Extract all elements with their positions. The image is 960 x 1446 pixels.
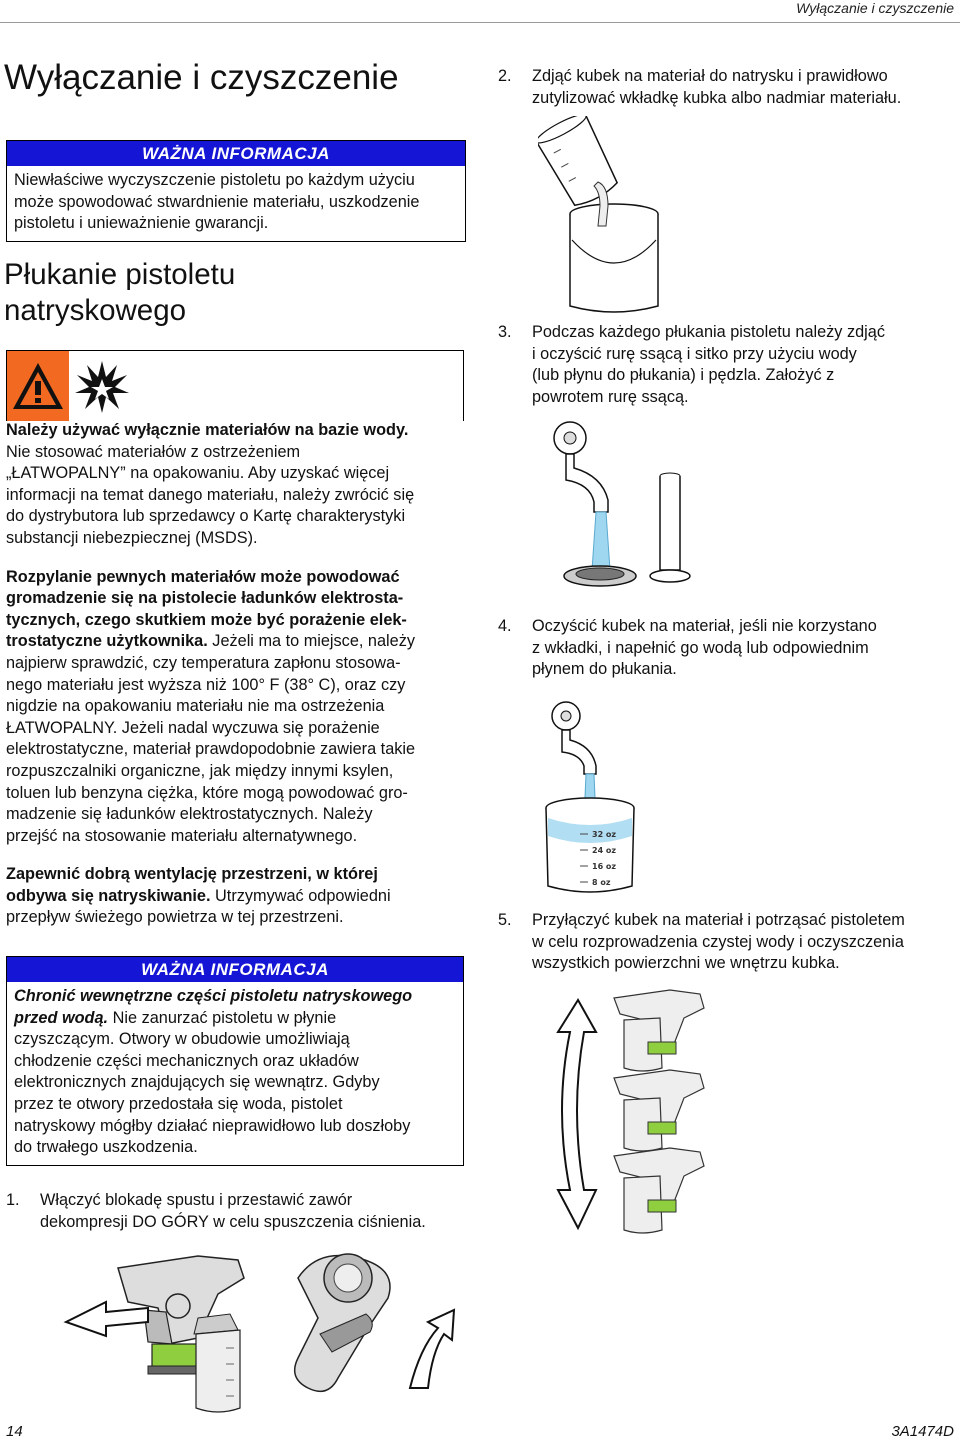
warning-line: przejść na stosowanie materiału alternatywnego. — [6, 826, 358, 845]
warning-bold: Rozpylanie pewnych materiałów może powodować — [6, 567, 400, 586]
warning-line: ŁATWOPALNY. Jeżeli nadal wyczuwa się porażenie — [6, 718, 380, 737]
cup-mark: 16 oz — [592, 862, 617, 871]
notice-bold: Chronić wewnętrzne części pistoletu natryskowego — [14, 987, 413, 1005]
warning-line: przepływ świeżego powietrza w tej przestrzeni. — [6, 908, 344, 927]
step-line: Włączyć blokadę spustu i przestawić zawór — [40, 1191, 353, 1209]
step-text — [532, 66, 901, 109]
step-line: z wkładki, i napełnić go wodą lub odpowiednim — [532, 638, 869, 657]
notice-line: Niewłaściwe wyczyszczenie pistoletu po każdym użyciu — [14, 171, 415, 189]
step-number: 4. — [498, 617, 512, 635]
warning-line: toluen lub benzyna ciężka, które mogą powodować gro- — [6, 783, 408, 802]
step-text — [532, 910, 905, 975]
spray-gun-valve-illustration — [48, 1248, 468, 1420]
cup-mark: 24 oz — [592, 846, 617, 855]
step-5 — [498, 910, 960, 976]
step-line: (lub płynu do płukania) i pędzla. Założyć z — [532, 366, 835, 385]
step-text — [532, 322, 885, 408]
warning-line: madzenie się ładunków elektrostatycznych. Należy — [6, 805, 373, 824]
notice-heading: WAŻNA INFORMACJA — [7, 141, 465, 166]
warning-bold: odbywa się natryskiwanie. — [6, 886, 211, 905]
notice-line: pistoletu i unieważnienie gwarancji. — [14, 214, 269, 233]
warning-line: substancji niebezpiecznej (MSDS). — [6, 528, 258, 547]
step-line: Oczyścić kubek na materiał, jeśli nie korzystano — [532, 617, 877, 635]
warning-box — [6, 350, 464, 421]
shake-gun-illustration — [550, 980, 720, 1246]
warning-line: Nie stosować materiałów z ostrzeżeniem — [6, 442, 301, 461]
notice-bold: przed wodą. — [14, 1008, 109, 1027]
warning-bold: Należy używać wyłącznie materiałów na bazie wody. — [6, 421, 409, 439]
step-line: zutylizować wkładkę kubka albo nadmiar materiału. — [532, 88, 902, 107]
notice-body — [7, 166, 465, 241]
page-title: Wyłączanie i czyszczenie — [4, 58, 399, 97]
warning-line: rozpuszczalniki organiczne, jak między innymi ksylen, — [6, 761, 394, 780]
notice-line: może spowodować stwardnienie materiału, uszkodzenie — [14, 192, 420, 211]
running-header: Wyłączanie i czyszczenie — [796, 0, 954, 16]
explosion-hazard-icon — [73, 357, 131, 415]
step-line: w celu rozprowadzenia czystej wody i oczyszczenia — [532, 932, 904, 951]
warning-bold: gromadzenie się na pistolecie ładunków elektrosta- — [6, 589, 404, 608]
step-2 — [498, 66, 960, 110]
rinse-filter-illustration — [530, 420, 710, 600]
step-line: wszystkich powierzchni we wnętrzu kubka. — [532, 954, 840, 973]
section-title-line: Płukanie pistoletu — [4, 258, 236, 291]
warning-line: nigdzie na opakowaniu materiału nie ma ostrzeżenia — [6, 697, 385, 716]
warning-line: elektrostatyczne, materiał prawdopodobnie zawiera takie — [6, 740, 416, 759]
warning-line: „ŁATWOPALNY” na opakowaniu. Aby uzyskać więcej — [6, 464, 390, 483]
notice-line: przez te otwory przedostała się woda, pistolet — [14, 1094, 343, 1113]
step-line: Zdjąć kubek na materiał do natrysku i prawidłowo — [532, 67, 888, 85]
cup-mark: 8 oz — [592, 878, 611, 887]
step-text — [532, 616, 877, 681]
warning-bold: tycznych, czego skutkiem może być porażenie elek- — [6, 610, 407, 629]
warning-line — [6, 631, 458, 653]
step-3 — [498, 322, 960, 410]
step-1 — [6, 1190, 466, 1234]
warning-line-rest: Utrzymywać odpowiedni — [215, 886, 391, 905]
step-line: powrotem rurę ssącą. — [532, 387, 689, 406]
warning-bold: trostatyczne użytkownika. — [6, 632, 208, 651]
warning-line-rest: Jeżeli ma to miejsce, należy — [212, 632, 415, 651]
step-number: 2. — [498, 67, 512, 85]
notice-heading: WAŻNA INFORMACJA — [7, 957, 463, 982]
notice-line: chłodzenie części mechanicznych oraz układów — [14, 1051, 359, 1070]
warning-line: do dystrybutora lub sprzedawcy o Kartę charakterystyki — [6, 507, 406, 526]
step-text — [40, 1190, 426, 1233]
step-number: 5. — [498, 911, 512, 929]
cup-mark: 32 oz — [592, 830, 617, 839]
fill-cup-illustration — [530, 700, 640, 896]
warning-line: nego materiału jest wyższa niż 100° F (38° C), oraz czy — [6, 675, 406, 694]
notice-line-rest: Nie zanurzać pistoletu w płynie — [112, 1008, 337, 1027]
step-line: i oczyścić rurę ssącą i sitko przy użyciu wody — [532, 344, 857, 363]
step-line: dekompresji DO GÓRY w celu spuszczenia ciśnienia. — [40, 1212, 426, 1231]
document-code: 3A1474D — [891, 1423, 954, 1440]
notice-body — [7, 982, 463, 1165]
header-rule — [0, 22, 960, 23]
notice-line: czyszczącym. Otwory w obudowie umożliwiają — [14, 1030, 350, 1049]
step-line: Przyłączyć kubek na materiał i potrząsać pistoletem — [532, 911, 905, 929]
step-line: płynem do płukania. — [532, 660, 677, 679]
notice-line: natryskowy mógłby działać nieprawidłowo lub doszłoby — [14, 1116, 411, 1135]
section-title — [4, 257, 235, 329]
notice-line — [14, 1008, 456, 1030]
important-notice-water — [6, 956, 464, 1166]
notice-line: elektronicznych znajdujących się wewnątrz. Gdyby — [14, 1073, 380, 1092]
step-line: Podczas każdego płukania pistoletu należy zdjąć — [532, 323, 885, 341]
important-notice — [6, 140, 466, 242]
warning-triangle-icon — [7, 351, 69, 421]
page-number: 14 — [6, 1423, 23, 1440]
warning-line: najpierw sprawdzić, czy temperatura zapłonu stosowa- — [6, 653, 401, 672]
warning-line: informacji na temat danego materiału, należy zwrócić się — [6, 485, 415, 504]
pour-cup-illustration — [538, 116, 678, 322]
step-4 — [498, 616, 960, 682]
warning-text — [6, 420, 458, 929]
section-title-line: natryskowego — [4, 294, 187, 327]
step-number: 3. — [498, 323, 512, 341]
warning-line — [6, 886, 458, 908]
notice-line: do trwałego uszkodzenia. — [14, 1138, 198, 1157]
warning-bold: Zapewnić dobrą wentylację przestrzeni, w której — [6, 865, 378, 884]
step-number: 1. — [6, 1191, 20, 1209]
